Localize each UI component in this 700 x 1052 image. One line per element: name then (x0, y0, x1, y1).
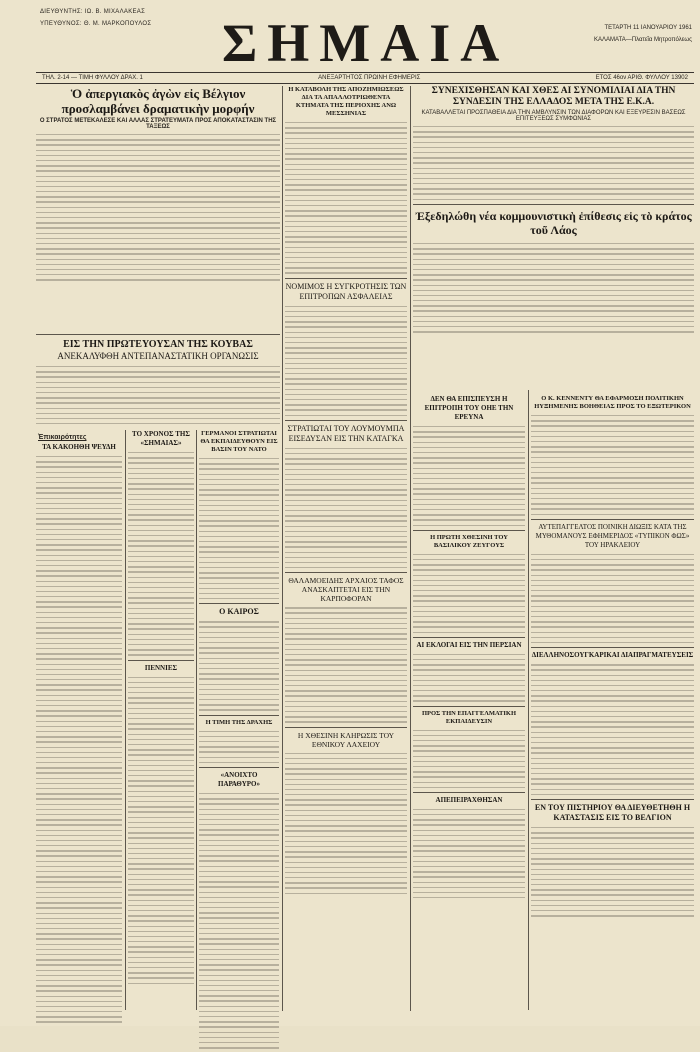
kennedy-body (531, 415, 694, 515)
pros-body (413, 730, 525, 788)
anoixto-body (199, 793, 279, 1049)
germanoi-headline: ΓΕΡΜΑΝΟΙ ΣΤΡΑΤΙΩΤΑΙ ΘΑ ΕΚΠΑΙΔΕΥΘΟΥΝ ΕΙΣ ΒΑΣΙΝ ΤΟΥ ΝΑΤΟ (200, 430, 278, 453)
apeiraxthesan-body (413, 809, 525, 899)
tagline: ΑΝΕΞΑΡΤΗΤΟΣ ΠΡΩΙΝΗ ΕΦΗΜΕΡΙΣ (318, 75, 421, 81)
pros-headline: ΠΡΟΣ ΤΗΝ ΕΠΑΓΓΕΛΜΑΤΙΚΗ ΕΚΠΑΙΔΕΥΣΙΝ (413, 706, 525, 726)
kairos-headline: Ο ΚΑΙΡΟΣ (199, 603, 279, 617)
synomiliai-subhead: ΚΑΤΑΒΑΛΛΕΤΑΙ ΠΡΟΣΠΑΘΕΙΑ ΔΙΑ ΤΗΝ ΑΜΒΛΥΝΣΙΝ ΤΩΝ ΔΙΑΦΟΡΩΝ ΚΑΙ ΕΞΕΥΡΕΣΙΝ ΒΑΣΕΩΣ ΕΠΙΤΕΥΞΕΩΣ ΣΥΜΦΩΝΙΑΣ (421, 110, 686, 122)
ohe-headline: ΔΕΝ ΘΑ ΕΠΙΣΠΕΥΣΗ Η ΕΠΙΤΡΟΠΗ ΤΟΥ ΟΗΕ ΤΗΝ ΕΡΕΥΝΑ (424, 395, 514, 421)
masthead-credits (40, 6, 151, 30)
laos-headline: Ἐξεδηλώθη νέα κομμουνιστικὴ ἐπίθεσις εἰς τὸ κράτος τοῦ Λάος (415, 209, 692, 238)
masthead-info-bar (36, 72, 694, 84)
cuba-body (36, 366, 280, 424)
column-rule (125, 430, 126, 1010)
column-right-a (413, 395, 525, 902)
phone-price: ΤΗΛ. 2-14 — ΤΙΜΗ ΦΥΛΛΟΥ ΔΡΑΧ. 1 (42, 75, 143, 81)
kakoithi-headline: ΤΑ ΚΑΚΟΗΘΗ ΨΕΥΔΗ (42, 443, 116, 451)
timi-body (199, 731, 279, 764)
cuba-subhead: ΑΝΕΚΑΛΥΦΘΗ ΑΝΤΕΠΑΝΑΣΤΑΤΙΚΗ ΟΡΓΑΝΩΣΙΣ (57, 351, 259, 361)
diagonismoi-headline: ΔΙΕΛΛΗΝΟΣΟΥΓΚΑΡΙΚΑΙ ΔΙΑΠΡΑΓΜΑΤΕΥΣΕΙΣ (531, 647, 694, 660)
kakoithi-body (36, 456, 122, 1023)
column-germanoi (199, 430, 279, 1052)
masthead (0, 0, 700, 81)
column-rule (410, 86, 411, 1011)
drasi-headline: Η ΠΡΩΤΗ ΧΘΕΣΙΝΗ ΤΟΥ ΒΑΣΙΛΙΚΟΥ ΖΕΥΓΟΥΣ (413, 530, 525, 550)
column-epikairotites (36, 430, 122, 1027)
eklogai-body (413, 654, 525, 702)
taphos-body (285, 607, 407, 723)
column-right-b (531, 395, 694, 920)
newspaper-title: ΣΗΜΑΙΑ (222, 13, 510, 73)
article-cuba (36, 330, 280, 428)
ohe-body (413, 426, 525, 526)
belgium-headline: Ὁ ἀπεργιακὸς ἀγὼν εἰς Βέλγιον προσλαμβάνει δραματικὴν μορφήν (61, 86, 255, 116)
masthead-date-block (594, 22, 692, 46)
column-rule (282, 86, 283, 1011)
synomiliai-headline: ΣΥΝΕΧΙΣΘΗΣΑΝ ΚΑΙ ΧΘΕΣ ΑΙ ΣΥΝΟΜΙΛΙΑΙ ΔΙΑ ΤΗΝ ΣΥΝΔΕΣΙΝ ΤΗΣ ΕΛΛΑΔΟΣ ΜΕΤΑ ΤΗΣ Ε.Κ.Α. (431, 86, 676, 107)
issue-number: ΕΤΟΣ 46ον ΑΡΙΘ. ΦΥΛΛΟΥ 13902 (595, 75, 688, 81)
section-epikairotites: Ἐπικαιρότητες (38, 434, 87, 441)
column-rule (528, 390, 529, 1010)
poiniki-body (531, 554, 694, 644)
taphos-headline: ΘΑΛΑΜΟΕΙΔΗΣ ΑΡΧΑΙΟΣ ΤΑΦΟΣ ΑΝΑΣΚΑΠΤΕΤΑΙ ΕΙΣ ΤΗΝ ΚΑΡΠΟΦΟΡΑΝ (285, 572, 407, 603)
nomimos-body (285, 306, 407, 416)
klirosis-body (285, 753, 407, 894)
divider (36, 334, 280, 335)
synomiliai-body (413, 126, 694, 200)
timi-headline: Η ΤΙΜΗ ΤΗΣ ΔΡΑΧΗΣ (199, 715, 279, 727)
ktimata-body (285, 122, 407, 274)
laos-body (413, 243, 694, 333)
germanoi-body (199, 458, 279, 599)
drasi-body (413, 554, 525, 633)
kairos-body (199, 621, 279, 711)
director-line: ΔΙΕΥΘΥΝΤΗΣ: ΙΩ. Β. ΜΙΧΑΛΑΚΕΑΣ (40, 9, 146, 15)
stratiotai-body (285, 448, 407, 569)
column-xronos (128, 430, 194, 988)
stratiotai-headline: ΣΤΡΑΤΙΩΤΑΙ ΤΟΥ ΛΟΥΜΟΥΜΠΑ ΕΙΣΕΔΥΣΑΝ ΕΙΣ ΤΗΝ ΚΑΤΑΓΚΑ (285, 420, 407, 444)
eklogai-headline: ΑΙ ΕΚΛΟΓΑΙ ΕΙΣ ΤΗΝ ΠΕΡΣΙΑΝ (413, 637, 525, 650)
xronos-headline: ΤΟ ΧΡΟΝΟΣ ΤΗΣ «ΣΗΜΑΙΑΣ» (132, 430, 190, 447)
article-belgium (36, 86, 280, 284)
column-center (285, 86, 407, 898)
divider (413, 204, 694, 205)
column-right-top (413, 86, 694, 336)
poiniki-headline: ΑΥΤΕΠΑΓΓΕΛΤΟΣ ΠΟΙΝΙΚΗ ΔΙΩΞΙΣ ΚΑΤΑ ΤΗΣ ΜΥΘΟΜΑΝΟΥΣ ΕΦΗΜΕΡΙΔΟΣ «ΤΥΠΙΚΟΝ ΦΩΣ» ΤΟΥ ΗΡΑΚΛΕΙΟΥ (531, 519, 694, 550)
pistirion-headline: ΕΝ ΤΟΥ ΠΙΣΤΗΡΙΟΥ ΘΑ ΔΙΕΥΘΕΤΗΘΗ Η ΚΑΤΑΣΤΑΣΙΣ ΕΙΣ ΤΟ ΒΕΛΓΙΟΝ (531, 799, 694, 823)
pistirion-body (531, 827, 694, 917)
column-rule (196, 430, 197, 1010)
xronos-body (128, 452, 194, 656)
cuba-headline: ΕΙΣ ΤΗΝ ΠΡΩΤΕΥΟΥΣΑΝ ΤΗΣ ΚΟΥΒΑΣ (63, 339, 253, 350)
editor-line: ΥΠΕΥΘΥΝΟΣ: Θ. Μ. ΜΑΡΚΟΠΟΥΛΟΣ (40, 21, 152, 27)
pennies-body (128, 677, 194, 984)
apeiraxthesan-headline: ΑΠΕΠΕΙΡΑΧΘΗΣΑΝ (413, 792, 525, 805)
belgium-subhead: Ο ΣΤΡΑΤΟΣ ΜΕΤΕΚΑΛΕΣΕ ΚΑΙ ΑΛΛΑΣ ΣΤΡΑΤΕΥΜΑΤΑ ΠΡΟΣ ΑΠΟΚΑΤΑΣΤΑΣΙΝ ΤΗΣ ΤΑΞΕΩΣ (39, 118, 277, 130)
city-line: ΚΑΛΑΜΑΤΑ—Πλατεῖα Μητροπόλεως (594, 37, 692, 43)
issue-date: ΤΕΤΑΡΤΗ 11 ΙΑΝΟΥΑΡΙΟΥ 1961 (604, 25, 692, 31)
ktimata-headline: Η ΚΑΤΑΒΟΛΗ ΤΗΣ ΑΠΟΖΗΜΙΩΣΕΩΣ ΔΙΑ ΤΑ ΑΠΑΛΛΟΤΡΙΩΘΕΝΤΑ ΚΤΗΜΑΤΑ ΤΗΣ ΠΕΡΙΟΧΗΣ ΑΝΩ ΜΕΣΣΗΝΙΑΣ (288, 86, 404, 117)
belgium-body (36, 134, 280, 281)
kennedy-headline: Ο Κ. ΚΕΝΝΕΝΤΥ ΘΑ ΕΦΑΡΜΟΣΗ ΠΟΛΙΤΙΚΗΝ ΗΥΞΗΜΕΝΗΣ ΒΟΗΘΕΙΑΣ ΠΡΟΣ ΤΟ ΕΞΩΤΕΡΙΚΟΝ (534, 395, 691, 410)
anoixto-headline: «ΑΝΟΙΧΤΟ ΠΑΡΑΘΥΡΟ» (199, 767, 279, 789)
nomimos-headline: ΝΟΜΙΜΟΣ Η ΣΥΓΚΡΟΤΗΣΙΣ ΤΩΝ ΕΠΙΤΡΟΠΩΝ ΑΣΦΑΛΕΙΑΣ (285, 278, 407, 302)
klirosis-headline: Η ΧΘΕΣΙΝΗ ΚΛΗΡΩΣΙΣ ΤΟΥ ΕΘΝΙΚΟΥ ΛΑΧΕΙΟΥ (285, 727, 407, 749)
diagonismoi-body (531, 664, 694, 795)
pennies-headline: ΠΕΝΝΙΕΣ (128, 660, 194, 673)
